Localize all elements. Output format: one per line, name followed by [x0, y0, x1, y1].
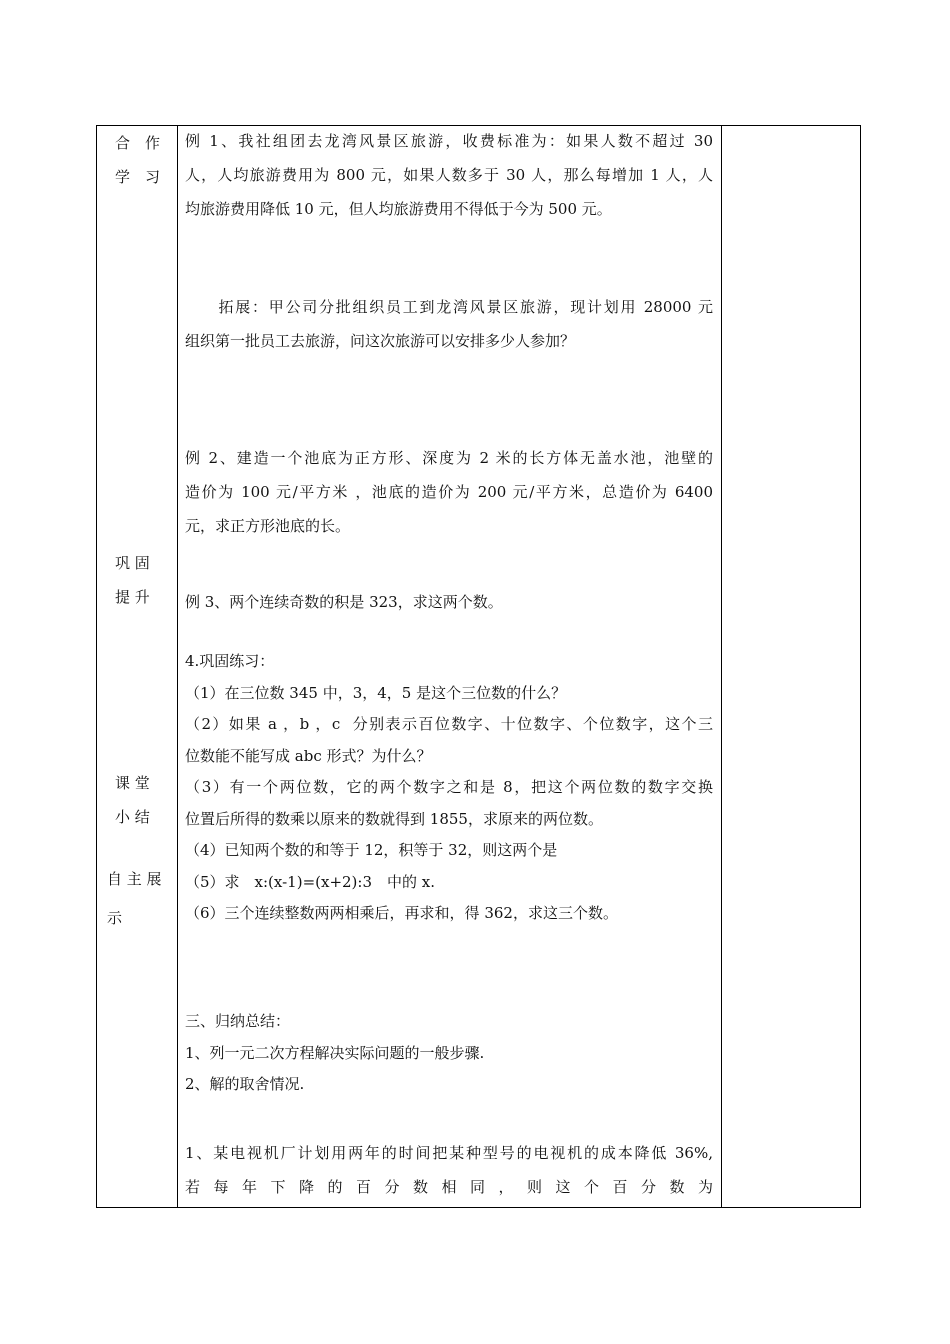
extension — [185, 290, 713, 358]
example-2-line: 例 2、建造一个池底为正方形、深度为 2 米的长方体无盖水池，池壁的 — [185, 449, 713, 467]
example-1-line: 例 1、我社组团去龙湾风景区旅游，收费标准为：如果人数不超过 30 — [185, 132, 713, 150]
label-tisheng: 提 升 — [115, 588, 150, 606]
summary-item: 1、列一元二次方程解决实际问题的一般步骤. — [185, 1043, 485, 1062]
example-1-line: 均旅游费用降低 10 元，但人均旅游费用不得低于今为 500 元。 — [185, 200, 612, 218]
practice-q4: （4）已知两个数的和等于 12，积等于 32，则这两个是 — [185, 841, 558, 859]
summary-item: 2、解的取舍情况. — [185, 1075, 305, 1093]
tv-problem-line: 1、某电视机厂计划用两年的时间把某种型号的电视机的成本降低 36%, — [185, 1144, 713, 1162]
tv-problem — [185, 1136, 713, 1204]
practice-q2-cont: 位数能不能写成 abc 形式？为什么？ — [185, 746, 432, 765]
example-3-text: 例 3、两个连续奇数的积是 323，求这两个数。 — [185, 593, 503, 611]
label-zizhu: 自 主 展 — [107, 870, 162, 888]
example-2-line: 造价为 100 元/平方米 ，池底的造价为 200 元/平方米，总造价为 6400 — [185, 483, 713, 501]
practice-q6: （6）三个连续整数两两相乘后，再求和，得 362，求这三个数。 — [185, 904, 618, 922]
extension-line: 组织第一批员工去旅游，问这次旅游可以安排多少人参加？ — [185, 332, 576, 350]
example-1 — [185, 124, 713, 226]
practice-section — [185, 646, 713, 930]
label-hezuo: 合 作 — [115, 134, 161, 152]
column-divider-left — [177, 126, 178, 1207]
example-2-line: 元，求正方形池底的长。 — [185, 517, 351, 535]
practice-q3: （3）有一个两位数，它的两个数字之和是 8，把这个两位数的数字交换 — [185, 778, 713, 796]
label-shi: 示 — [107, 909, 123, 927]
practice-q2: （2）如果 a ，b ，c 分别表示百位数字、十位数字、个位数字，这个三 — [185, 715, 713, 733]
label-xuexi: 学 习 — [115, 168, 161, 186]
summary-section — [185, 1006, 713, 1101]
tv-problem-line: 若 每 年 下 降 的 百 分 数 相 同 ， 则 这 个 百 分 数 为 — [185, 1178, 713, 1196]
column-divider-right — [721, 126, 722, 1207]
lesson-table — [96, 125, 861, 1208]
summary-title: 三、归纳总结： — [185, 1012, 291, 1030]
example-3 — [185, 585, 713, 619]
extension-line: 拓展：甲公司分批组织员工到龙湾风景区旅游，现计划用 28000 元 — [185, 298, 713, 316]
practice-q5: （5）求 x:(x-1)=(x+2):3 中的 x. — [185, 872, 436, 891]
label-xiaojie: 小 结 — [115, 808, 150, 826]
example-2 — [185, 441, 713, 543]
practice-q1: （1）在三位数 345 中，3，4，5 是这个三位数的什么？ — [185, 683, 567, 702]
label-gonggu: 巩 固 — [115, 554, 150, 572]
label-ketang: 课 堂 — [115, 774, 150, 792]
practice-q3-cont: 位置后所得的数乘以原来的数就得到 1855，求原来的两位数。 — [185, 809, 603, 828]
practice-title: 4.巩固练习： — [185, 652, 275, 670]
example-1-line: 人，人均旅游费用为 800 元，如果人数多于 30 人，那么每增加 1 人，人 — [185, 166, 713, 184]
